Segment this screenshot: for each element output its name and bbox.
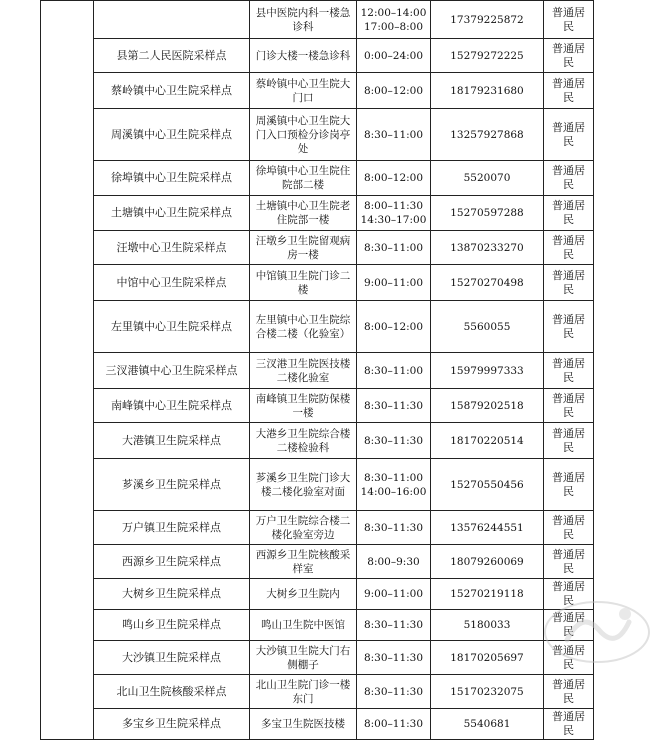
sampling-location-cell: 大港乡卫生院综合楼二楼检验科 (250, 423, 357, 459)
target-group-cell: 普通居民 (544, 73, 594, 109)
contact-phone-cell: 5560055 (431, 301, 544, 353)
service-hours-cell: 8:30–11:30 (357, 610, 431, 641)
sampling-location-cell: 三汊港卫生院医技楼二楼化验室 (250, 353, 357, 389)
contact-phone-cell: 13257927868 (431, 109, 544, 161)
table-row (41, 511, 594, 545)
site-name-cell: 芗溪乡卫生院采样点 (94, 459, 250, 511)
contact-phone-cell: 15270219118 (431, 579, 544, 610)
table-row (41, 231, 594, 265)
table-row (41, 109, 594, 161)
target-group-cell: 普通居民 (544, 579, 594, 610)
service-hours-cell: 8:30–11:30 (357, 511, 431, 545)
table-row (41, 39, 594, 73)
service-hours-cell: 8:30–11:00 (357, 353, 431, 389)
target-group-cell: 普通居民 (544, 610, 594, 641)
table-row (41, 459, 594, 511)
site-name-cell: 万户镇卫生院采样点 (94, 511, 250, 545)
site-name-cell: 南峰镇中心卫生院采样点 (94, 389, 250, 423)
sampling-sites-table (40, 0, 594, 740)
service-hours-cell: 8:30–11:00 14:00–16:00 (357, 459, 431, 511)
target-group-cell: 普通居民 (544, 39, 594, 73)
contact-phone-cell: 15270270498 (431, 265, 544, 301)
service-hours-cell: 8:30–11:30 (357, 641, 431, 675)
target-group-cell: 普通居民 (544, 109, 594, 161)
service-hours-cell: 8:00–11:30 14:30–17:00 (357, 196, 431, 231)
table-row (41, 301, 594, 353)
target-group-cell: 普通居民 (544, 231, 594, 265)
contact-phone-cell: 15270550456 (431, 459, 544, 511)
table-row (41, 610, 594, 641)
target-group-cell: 普通居民 (544, 389, 594, 423)
contact-phone-cell: 15279272225 (431, 39, 544, 73)
table-row (41, 265, 594, 301)
sampling-location-cell: 大树乡卫生院内 (250, 579, 357, 610)
site-name-cell: 土塘镇中心卫生院采样点 (94, 196, 250, 231)
target-group-cell: 普通居民 (544, 265, 594, 301)
table-body (41, 1, 594, 740)
target-group-cell: 普通居民 (544, 161, 594, 196)
site-name-cell: 西源乡卫生院采样点 (94, 545, 250, 579)
sampling-location-cell: 周溪镇中心卫生院大门入口预检分诊岗亭处 (250, 109, 357, 161)
site-name-cell: 周溪镇中心卫生院采样点 (94, 109, 250, 161)
service-hours-cell: 8:30–11:30 (357, 423, 431, 459)
contact-phone-cell: 15270597288 (431, 196, 544, 231)
target-group-cell: 普通居民 (544, 709, 594, 740)
table-row (41, 389, 594, 423)
service-hours-cell: 8:30–11:00 (357, 231, 431, 265)
table-row (41, 196, 594, 231)
contact-phone-cell: 15879202518 (431, 389, 544, 423)
target-group-cell: 普通居民 (544, 459, 594, 511)
site-name-cell: 北山卫生院核酸采样点 (94, 675, 250, 709)
table-row (41, 1, 594, 39)
sampling-location-cell: 蔡岭镇中心卫生院大门口 (250, 73, 357, 109)
site-name-cell: 大沙镇卫生院采样点 (94, 641, 250, 675)
region-merged-cell (41, 1, 94, 740)
table-row (41, 709, 594, 740)
sampling-location-cell: 西源乡卫生院核酸采样室 (250, 545, 357, 579)
sampling-location-cell: 土塘镇中心卫生院老住院部一楼 (250, 196, 357, 231)
sampling-location-cell: 北山卫生院门诊一楼东门 (250, 675, 357, 709)
service-hours-cell: 0:00–24:00 (357, 39, 431, 73)
table-row (41, 353, 594, 389)
sampling-location-cell: 左里镇中心卫生院综合楼二楼（化验室） (250, 301, 357, 353)
target-group-cell: 普通居民 (544, 641, 594, 675)
contact-phone-cell: 5520070 (431, 161, 544, 196)
sampling-location-cell: 大沙镇卫生院大门右侧棚子 (250, 641, 357, 675)
contact-phone-cell: 18079260069 (431, 545, 544, 579)
site-name-cell (94, 1, 250, 39)
sampling-location-cell: 汪墩乡卫生院留观病房一楼 (250, 231, 357, 265)
service-hours-cell: 9:00–11:00 (357, 579, 431, 610)
contact-phone-cell: 13576244551 (431, 511, 544, 545)
site-name-cell: 三汊港镇中心卫生院采样点 (94, 353, 250, 389)
contact-phone-cell: 18170220514 (431, 423, 544, 459)
sampling-location-cell: 徐埠镇中心卫生院住院部二楼 (250, 161, 357, 196)
site-name-cell: 县第二人民医院采样点 (94, 39, 250, 73)
site-name-cell: 徐埠镇中心卫生院采样点 (94, 161, 250, 196)
table-row (41, 579, 594, 610)
site-name-cell: 左里镇中心卫生院采样点 (94, 301, 250, 353)
site-name-cell: 中馆中心卫生院采样点 (94, 265, 250, 301)
sampling-location-cell: 中馆镇卫生院门诊二楼 (250, 265, 357, 301)
service-hours-cell: 9:00–11:00 (357, 265, 431, 301)
site-name-cell: 大港镇卫生院采样点 (94, 423, 250, 459)
table-row (41, 545, 594, 579)
sampling-location-cell: 芗溪乡卫生院门诊大楼二楼化验室对面 (250, 459, 357, 511)
service-hours-cell: 8:00–11:30 (357, 709, 431, 740)
target-group-cell: 普通居民 (544, 301, 594, 353)
contact-phone-cell: 5540681 (431, 709, 544, 740)
sampling-location-cell: 万户卫生院综合楼二楼化验室旁边 (250, 511, 357, 545)
service-hours-cell: 8:00–12:00 (357, 161, 431, 196)
sampling-location-cell: 鸣山卫生院中医馆 (250, 610, 357, 641)
table-row (41, 423, 594, 459)
site-name-cell: 汪墩中心卫生院采样点 (94, 231, 250, 265)
contact-phone-cell: 15979997333 (431, 353, 544, 389)
contact-phone-cell: 13870233270 (431, 231, 544, 265)
site-name-cell: 蔡岭镇中心卫生院采样点 (94, 73, 250, 109)
service-hours-cell: 8:00–9:30 (357, 545, 431, 579)
contact-phone-cell: 18179231680 (431, 73, 544, 109)
target-group-cell: 普通居民 (544, 196, 594, 231)
table-row (41, 161, 594, 196)
table-row (41, 675, 594, 709)
target-group-cell: 普通居民 (544, 1, 594, 39)
contact-phone-cell: 17379225872 (431, 1, 544, 39)
site-name-cell: 鸣山乡卫生院采样点 (94, 610, 250, 641)
service-hours-cell: 8:30–11:00 (357, 109, 431, 161)
table-row (41, 73, 594, 109)
service-hours-cell: 8:00–12:00 (357, 301, 431, 353)
target-group-cell: 普通居民 (544, 423, 594, 459)
sampling-sites-table-page (40, 0, 593, 737)
target-group-cell: 普通居民 (544, 511, 594, 545)
target-group-cell: 普通居民 (544, 545, 594, 579)
contact-phone-cell: 18170205697 (431, 641, 544, 675)
service-hours-cell: 8:30–11:30 (357, 389, 431, 423)
contact-phone-cell: 15170232075 (431, 675, 544, 709)
sampling-location-cell: 南峰镇卫生院防保楼一楼 (250, 389, 357, 423)
target-group-cell: 普通居民 (544, 353, 594, 389)
site-name-cell: 多宝乡卫生院采样点 (94, 709, 250, 740)
contact-phone-cell: 5180033 (431, 610, 544, 641)
site-name-cell: 大树乡卫生院采样点 (94, 579, 250, 610)
sampling-location-cell: 门诊大楼一楼急诊科 (250, 39, 357, 73)
table-row (41, 641, 594, 675)
sampling-location-cell: 县中医院内科一楼急诊科 (250, 1, 357, 39)
service-hours-cell: 8:00–12:00 (357, 73, 431, 109)
service-hours-cell: 12:00–14:00 17:00–8:00 (357, 1, 431, 39)
service-hours-cell: 8:30–11:30 (357, 675, 431, 709)
sampling-location-cell: 多宝卫生院医技楼 (250, 709, 357, 740)
target-group-cell: 普通居民 (544, 675, 594, 709)
